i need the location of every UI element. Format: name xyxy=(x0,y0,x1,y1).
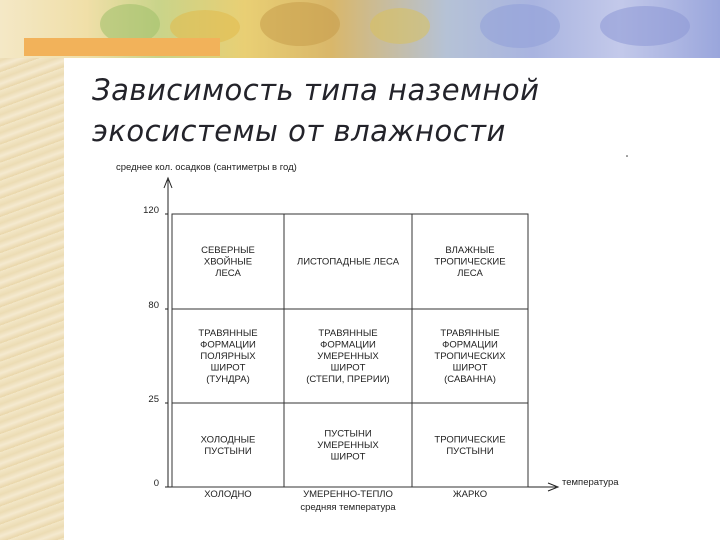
ecosystem-cell-label: ТРАВЯННЫЕ ФОРМАЦИИ ТРОПИЧЕСКИХ ШИРОТ (САВАННА) xyxy=(434,328,506,385)
x-axis-label: температура xyxy=(562,477,619,488)
ecosystem-cell-label: ХОЛОДНЫЕ ПУСТЫНИ xyxy=(200,434,256,457)
y-tick-label: 0 xyxy=(153,478,159,489)
y-tick-label: 80 xyxy=(148,300,159,311)
x-category-label: УМЕРЕННО-ТЕПЛО xyxy=(303,489,393,500)
y-tick-label: 25 xyxy=(148,394,159,405)
slide-title-line-2: экосистемы от влажности xyxy=(92,114,506,148)
ecosystem-cell-label: ЛИСТОПАДНЫЕ ЛЕСА xyxy=(296,256,400,268)
slide-title-line-1: Зависимость типа наземной xyxy=(92,73,540,107)
x-category-label: ЖАРКО xyxy=(452,489,488,500)
x-category-label: ХОЛОДНО xyxy=(204,489,252,500)
ecosystem-cell-label: ВЛАЖНЫЕ ТРОПИЧЕСКИЕ ЛЕСА xyxy=(434,245,506,279)
decorative-dot xyxy=(626,155,628,157)
ecosystem-cell-label: ТРАВЯННЫЕ ФОРМАЦИИ ПОЛЯРНЫХ ШИРОТ (ТУНДРА) xyxy=(198,328,258,385)
ecosystem-cell-label: ПУСТЫНИ УМЕРЕННЫХ ШИРОТ xyxy=(317,428,379,463)
ecosystem-cell-label: ТРОПИЧЕСКИЕ ПУСТЫНИ xyxy=(434,434,506,457)
x-axis-caption: средняя температура xyxy=(300,502,396,513)
y-tick-label: 120 xyxy=(143,205,159,216)
y-axis-label: среднее кол. осадков (сантиметры в год) xyxy=(116,162,297,173)
ecosystem-cell-label: ТРАВЯННЫЕ ФОРМАЦИИ УМЕРЕННЫХ ШИРОТ (СТЕПИ, ПРЕРИИ) xyxy=(306,328,390,385)
ecosystem-cell-label: СЕВЕРНЫЕ ХВОЙНЫЕ ЛЕСА xyxy=(201,245,255,279)
